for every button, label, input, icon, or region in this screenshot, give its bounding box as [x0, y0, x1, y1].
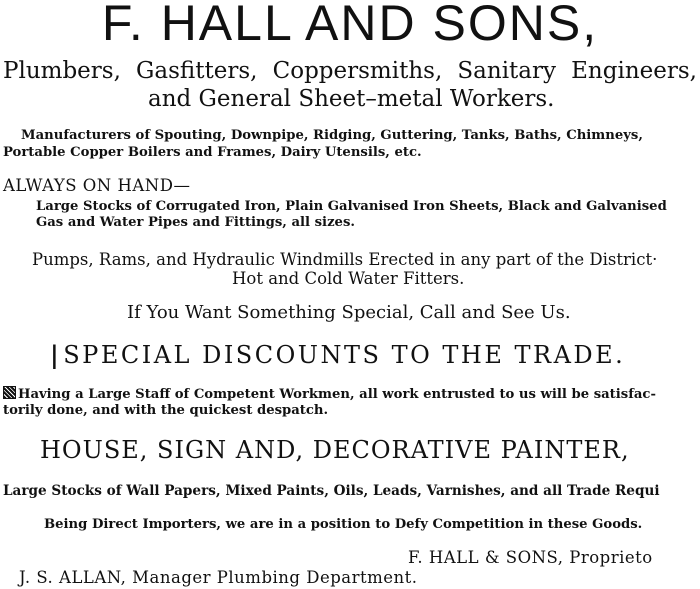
special-call-line: If You Want Something Special, Call and See Us. [127, 302, 571, 323]
trade-engineers: Engineers, [571, 58, 697, 84]
sheet-metal-line: and General Sheet–metal Workers. [148, 86, 555, 112]
staff-line-1 [3, 386, 656, 402]
painter-heading: HOUSE, SIGN AND, DECORATIVE PAINTER, [40, 436, 630, 464]
trade-sanitary: Sanitary [457, 58, 556, 84]
staff-text-1: Having a Large Staff of Competent Workmen, all work entrusted to us will be satisfac- [18, 387, 656, 402]
pumps-line-1: Pumps, Rams, and Hydraulic Windmills Erected in any part of the District· [32, 250, 658, 269]
hand-pointer-icon [3, 386, 16, 399]
discounts-text: SPECIAL DISCOUNTS TO THE TRADE. [63, 341, 626, 369]
trades-line [3, 58, 697, 84]
always-on-hand-heading: ALWAYS ON HAND— [3, 176, 191, 195]
proprietor-line: F. HALL & SONS, Proprieto [408, 548, 653, 567]
trade-gasfitters: Gasfitters, [136, 58, 258, 84]
company-headline: F. HALL AND SONS, [101, 0, 599, 51]
manager-line: J. S. ALLAN, Manager Plumbing Department. [19, 568, 418, 587]
discounts-banner [50, 340, 625, 369]
always-line-1: Large Stocks of Corrugated Iron, Plain Galvanised Iron Sheets, Black and Galvanised [36, 199, 667, 214]
trade-coppersmiths: Coppersmiths, [272, 58, 443, 84]
manufacturers-line-2: Portable Copper Boilers and Frames, Dairy Utensils, etc. [3, 145, 422, 160]
manufacturers-line-1: Manufacturers of Spouting, Downpipe, Ridging, Guttering, Tanks, Baths, Chimneys, [21, 128, 643, 143]
trade-plumbers: Plumbers, [3, 58, 121, 84]
importers-line: Being Direct Importers, we are in a position to Defy Competition in these Goods. [44, 517, 643, 532]
banner-bar-mark: | [50, 340, 62, 369]
wall-papers-line: Large Stocks of Wall Papers, Mixed Paints, Oils, Leads, Varnishes, and all Trade Requi [3, 483, 660, 499]
pumps-line-2: Hot and Cold Water Fitters. [232, 269, 465, 288]
staff-line-2: torily done, and with the quickest despatch. [3, 403, 329, 418]
always-line-2: Gas and Water Pipes and Fittings, all sizes. [36, 215, 355, 230]
